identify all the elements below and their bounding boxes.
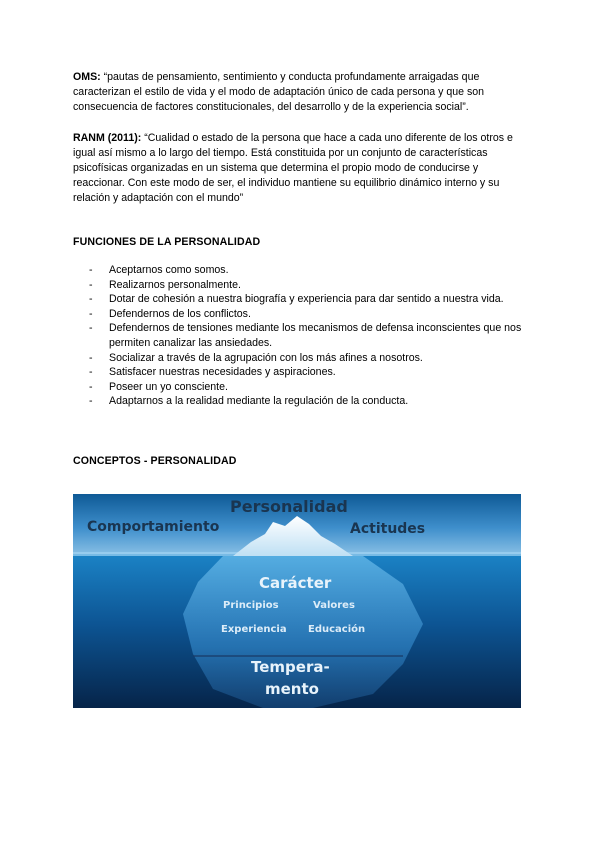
label-temperamento-1: Tempera- <box>251 658 330 676</box>
label-personalidad: Personalidad <box>230 497 348 516</box>
funciones-list <box>89 263 529 409</box>
label-educacion: Educación <box>308 624 366 635</box>
list-item <box>89 307 529 322</box>
oms-definition <box>73 70 528 115</box>
iceberg-illustration <box>73 494 521 708</box>
list-item-text: Aceptarnos como somos. <box>109 264 229 276</box>
label-principios: Principios <box>223 600 279 611</box>
list-item-text: Satisfacer nuestras necesidades y aspiraciones. <box>109 366 336 379</box>
label-valores: Valores <box>313 600 355 611</box>
list-bullet: - <box>89 380 93 393</box>
list-item-text: Realizarnos personalmente. <box>109 278 241 291</box>
list-item <box>89 365 529 380</box>
label-experiencia: Experiencia <box>221 624 287 635</box>
label-caracter: Carácter <box>259 574 332 592</box>
oms-label: OMS: <box>73 71 101 83</box>
label-comportamiento: Comportamiento <box>87 519 220 535</box>
list-bullet: - <box>89 278 93 291</box>
list-bullet: - <box>89 293 93 306</box>
list-bullet: - <box>89 351 93 364</box>
list-item <box>89 380 529 395</box>
list-item-text: Adaptarnos a la realidad mediante la regulación de la conducta. <box>109 395 409 408</box>
list-item <box>89 351 529 366</box>
list-bullet: - <box>89 322 93 335</box>
ranm-label: RANM (2011): <box>73 132 142 144</box>
list-item <box>89 292 529 307</box>
list-item <box>89 394 529 409</box>
funciones-heading: FUNCIONES DE LA PERSONALIDAD <box>73 236 261 248</box>
oms-text: “pautas de pensamiento, sentimiento y conducta profundamente arraigadas que caracterizan el estilo de vida y el modo de adaptación único de cada persona y que son consecuencia de factores constitucionales, del desarrollo y de la experiencia social”. <box>73 71 485 113</box>
list-item-text: Defendernos de los conflictos. <box>109 307 251 320</box>
list-bullet: - <box>89 307 93 320</box>
list-item <box>89 278 529 293</box>
list-item-text: Dotar de cohesión a nuestra biografía y experiencia para dar sentido a nuestra vida. <box>109 293 504 306</box>
ranm-text: “Cualidad o estado de la persona que hace a cada uno diferente de los otros e igual así mismo a lo largo del tiempo. Está constituida por un conjunto de características psicofísicas organizadas en un sistema que determina el propio modo de conducirse y reaccionar. Con este modo de ser, el individuo mantiene su equilibrio dinámico interno y su relación y adaptación con el mundo” <box>73 132 513 204</box>
list-item-text: Poseer un yo consciente. <box>109 380 228 393</box>
list-bullet: - <box>89 366 93 379</box>
list-item <box>89 263 529 278</box>
list-item-text: Socializar a través de la agrupación con los más afines a nosotros. <box>109 351 423 364</box>
label-temperamento-2: mento <box>265 680 319 698</box>
ranm-definition <box>73 131 528 206</box>
list-bullet: - <box>89 264 93 276</box>
conceptos-heading: CONCEPTOS - PERSONALIDAD <box>73 455 237 467</box>
label-actitudes: Actitudes <box>350 521 426 537</box>
list-item-text: Defendernos de tensiones mediante los mecanismos de defensa inconscientes que nos permiten canalizar las ansiedades. <box>109 322 522 349</box>
list-item <box>89 321 529 350</box>
list-bullet: - <box>89 395 93 408</box>
